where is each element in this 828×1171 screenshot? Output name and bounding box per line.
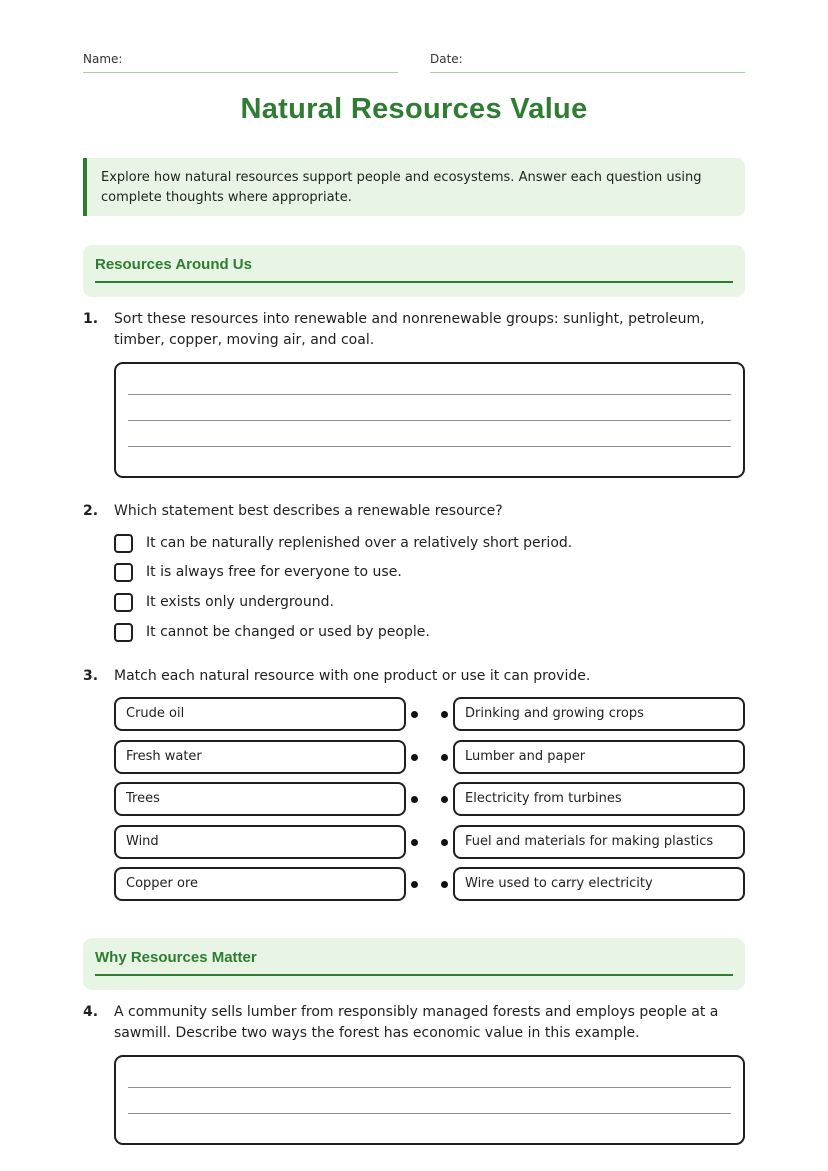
question-number: 3. <box>83 668 99 684</box>
question-text: A community sells lumber from responsibly managed forests and employs people at a sawmill. Describe two ways the forest has economic value in this example. <box>114 1004 719 1041</box>
match-dot-left[interactable] <box>411 839 418 846</box>
match-left-item[interactable]: Trees <box>114 782 406 816</box>
match-right-item[interactable]: Electricity from turbines <box>453 782 745 816</box>
name-label: Name: <box>83 52 123 66</box>
match-left-item[interactable]: Fresh water <box>114 740 406 774</box>
match-left-item[interactable]: Crude oil <box>114 697 406 731</box>
date-field[interactable] <box>430 72 745 73</box>
section-divider <box>95 974 733 976</box>
match-dot-right[interactable] <box>441 881 448 888</box>
section-divider <box>95 281 733 283</box>
intro-text: Explore how natural resources support people and ecosystems. Answer each question using complete thoughts where appropriate. <box>101 170 702 205</box>
writing-line <box>128 394 731 395</box>
checkbox[interactable] <box>114 534 133 553</box>
match-right-item[interactable]: Wire used to carry electricity <box>453 867 745 901</box>
question-text: Which statement best describes a renewable resource? <box>114 503 503 519</box>
match-dot-right[interactable] <box>441 796 448 803</box>
question-number: 4. <box>83 1004 99 1020</box>
intro-callout <box>83 158 745 216</box>
match-dot-right[interactable] <box>441 839 448 846</box>
section-title: Why Resources Matter <box>95 949 257 966</box>
page-title: Natural Resources Value <box>240 93 588 125</box>
checkbox[interactable] <box>114 623 133 642</box>
match-dot-left[interactable] <box>411 796 418 803</box>
writing-line <box>128 420 731 421</box>
question-text: Sort these resources into renewable and nonrenewable groups: sunlight, petroleum, timber, copper, moving air, and coal. <box>114 311 705 348</box>
question-number: 1. <box>83 311 99 327</box>
checkbox[interactable] <box>114 563 133 582</box>
match-right-item[interactable]: Fuel and materials for making plastics <box>453 825 745 859</box>
writing-line <box>128 1087 731 1088</box>
match-dot-right[interactable] <box>441 711 448 718</box>
section-header-resources-around-us <box>83 245 745 297</box>
answer-box-q4[interactable] <box>114 1055 745 1145</box>
match-right-item[interactable]: Drinking and growing crops <box>453 697 745 731</box>
match-dot-left[interactable] <box>411 711 418 718</box>
name-field[interactable] <box>83 72 398 73</box>
date-label: Date: <box>430 52 463 66</box>
match-right-item[interactable]: Lumber and paper <box>453 740 745 774</box>
writing-line <box>128 446 731 447</box>
option-label: It exists only underground. <box>146 594 334 610</box>
option-label: It can be naturally replenished over a relatively short period. <box>146 535 573 551</box>
question-text: Match each natural resource with one product or use it can provide. <box>114 668 591 684</box>
match-left-item[interactable]: Wind <box>114 825 406 859</box>
answer-box-q1[interactable] <box>114 362 745 478</box>
section-title: Resources Around Us <box>95 256 252 273</box>
match-dot-left[interactable] <box>411 881 418 888</box>
question-number: 2. <box>83 503 99 519</box>
writing-line <box>128 1113 731 1114</box>
match-dot-left[interactable] <box>411 754 418 761</box>
option-label: It cannot be changed or used by people. <box>146 624 430 640</box>
section-header-why-resources-matter <box>83 938 745 990</box>
match-dot-right[interactable] <box>441 754 448 761</box>
option-label: It is always free for everyone to use. <box>146 564 402 580</box>
match-left-item[interactable]: Copper ore <box>114 867 406 901</box>
checkbox[interactable] <box>114 593 133 612</box>
